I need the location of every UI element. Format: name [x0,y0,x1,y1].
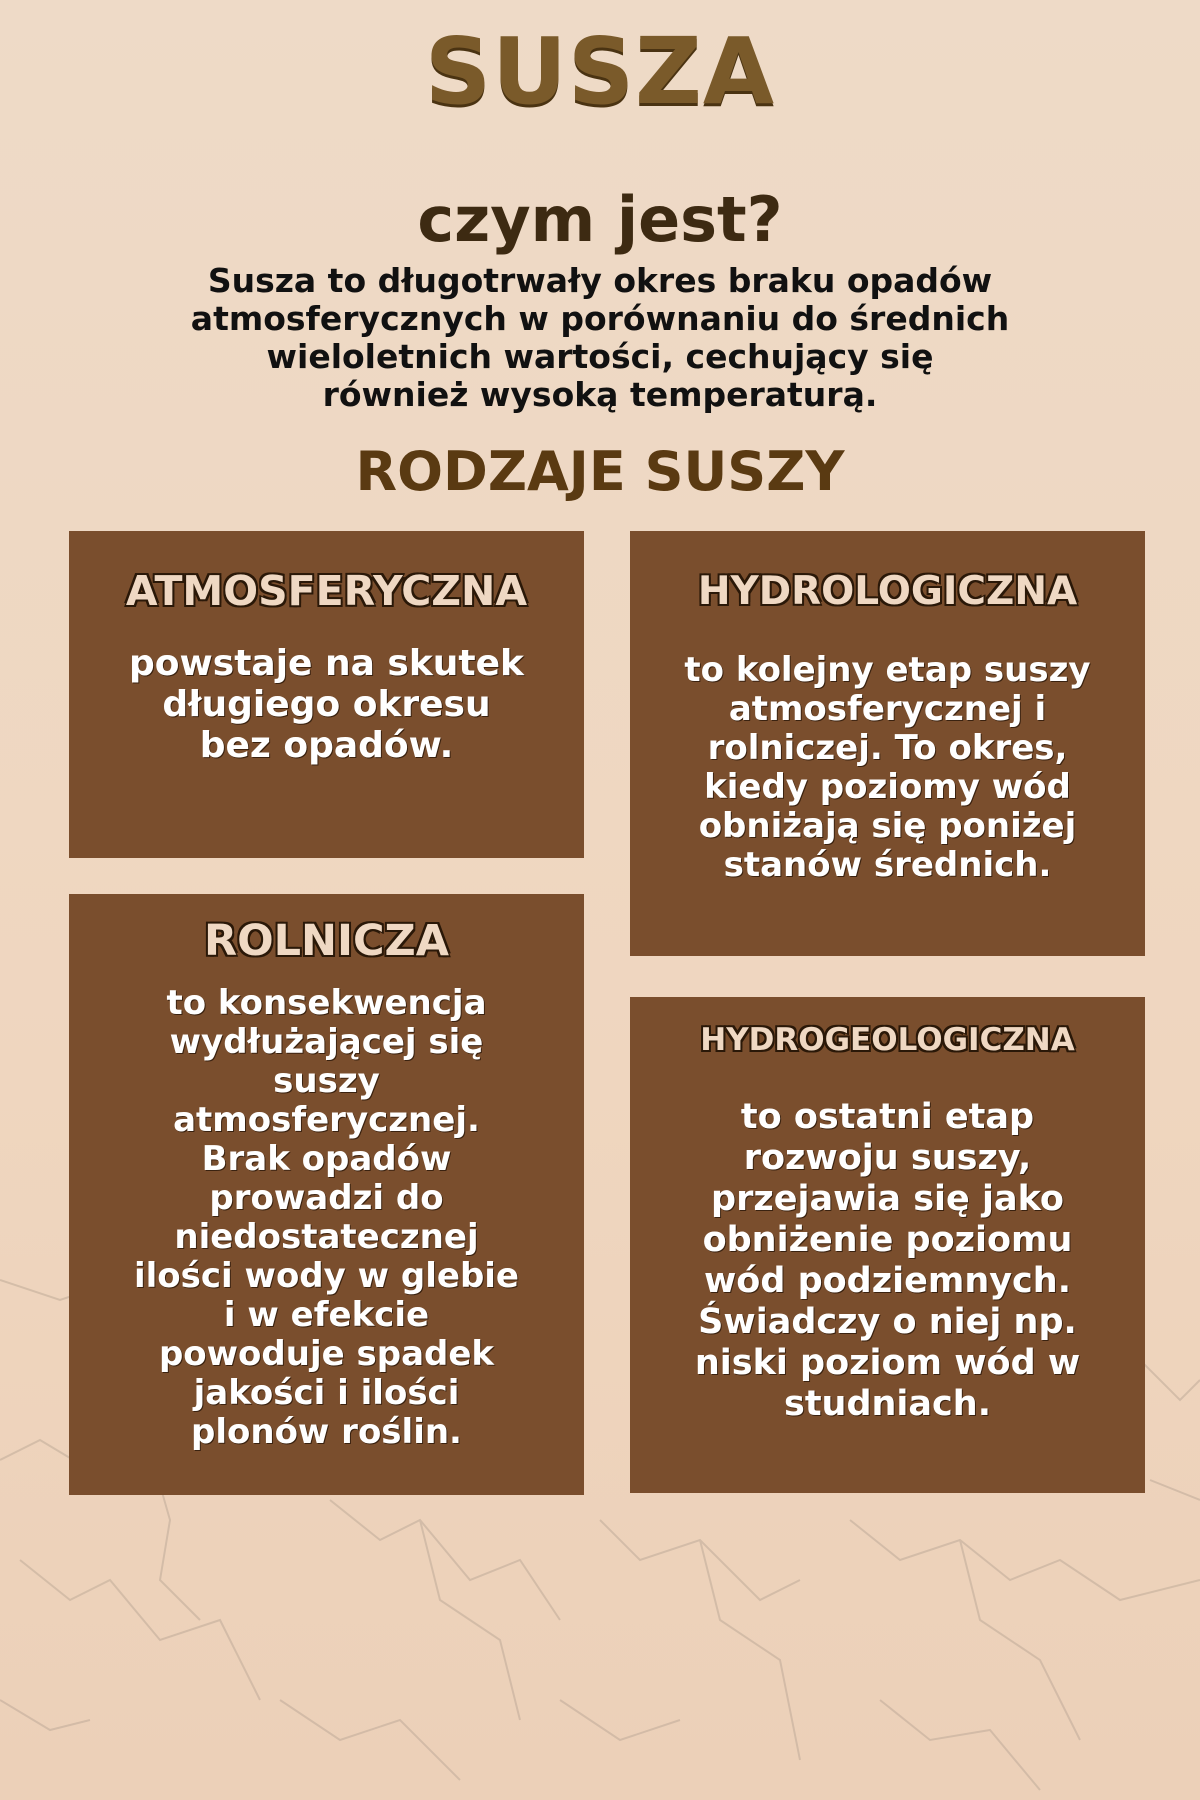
card-title: ATMOSFERYCZNA [125,567,528,615]
card-hydrologiczna [630,531,1145,956]
card-hydrogeologiczna [630,997,1145,1493]
card-line: i w efekcie [223,1295,430,1335]
card-line: stanów średnich. [723,845,1052,885]
card-line: wód podziemnych. [703,1261,1072,1301]
intro-line: również wysoką temperaturą. [322,375,878,414]
intro-line: wieloletnich wartości, cechujący się [266,337,934,376]
card-line: niedostatecznej [174,1217,479,1257]
intro-line: Susza to długotrwały okres braku opadów [207,261,993,300]
card-line: rolniczej. To okres, [707,728,1068,768]
card-atmosferyczna [69,531,584,858]
card-rolnicza [69,894,584,1495]
card-line: wydłużającej się [169,1022,484,1062]
intro-text [150,262,1050,414]
card-line: to ostatni etap [740,1097,1035,1137]
card-title: HYDROLOGICZNA [697,569,1078,614]
card-line: to konsekwencja [166,983,487,1023]
card-line: bez opadów. [199,725,454,766]
card-line: suszy [273,1061,380,1101]
card-line: kiedy poziomy wód [704,767,1071,807]
card-line: Świadczy o niej np. [698,1302,1077,1342]
card-text [650,651,1125,885]
card-line: jakości i ilości [193,1373,460,1413]
intro-subtitle: czym jest? [417,183,783,256]
card-line: niski poziom wód w [694,1343,1081,1383]
card-line: przejawia się jako [711,1179,1064,1219]
card-line: prowadzi do [209,1178,444,1218]
card-line: atmosferycznej i [728,689,1047,729]
card-title: ROLNICZA [203,916,450,966]
page-title: SUSZA [424,18,776,125]
card-line: atmosferycznej. [173,1100,480,1140]
card-line: obniżenie poziomu [702,1220,1073,1260]
intro-line: atmosferycznych w porównaniu do średnich [190,299,1010,338]
card-text [89,984,564,1452]
card-line: powoduje spadek [158,1334,495,1374]
card-line: powstaje na skutek [129,643,524,684]
card-line: plonów roślin. [191,1412,462,1452]
types-heading: RODZAJE SUSZY [355,440,845,503]
card-line: ilości wody w glebie [133,1256,519,1296]
card-line: rozwoju suszy, [743,1138,1032,1178]
card-text [89,643,564,766]
card-line: to kolejny etap suszy [684,650,1091,690]
card-text [650,1097,1125,1425]
card-title: HYDROGEOLOGICZNA [700,1022,1075,1058]
card-line: długiego okresu [162,684,491,725]
card-line: obniżają się poniżej [698,806,1077,846]
card-line: Brak opadów [201,1139,452,1179]
card-line: studniach. [783,1384,992,1424]
